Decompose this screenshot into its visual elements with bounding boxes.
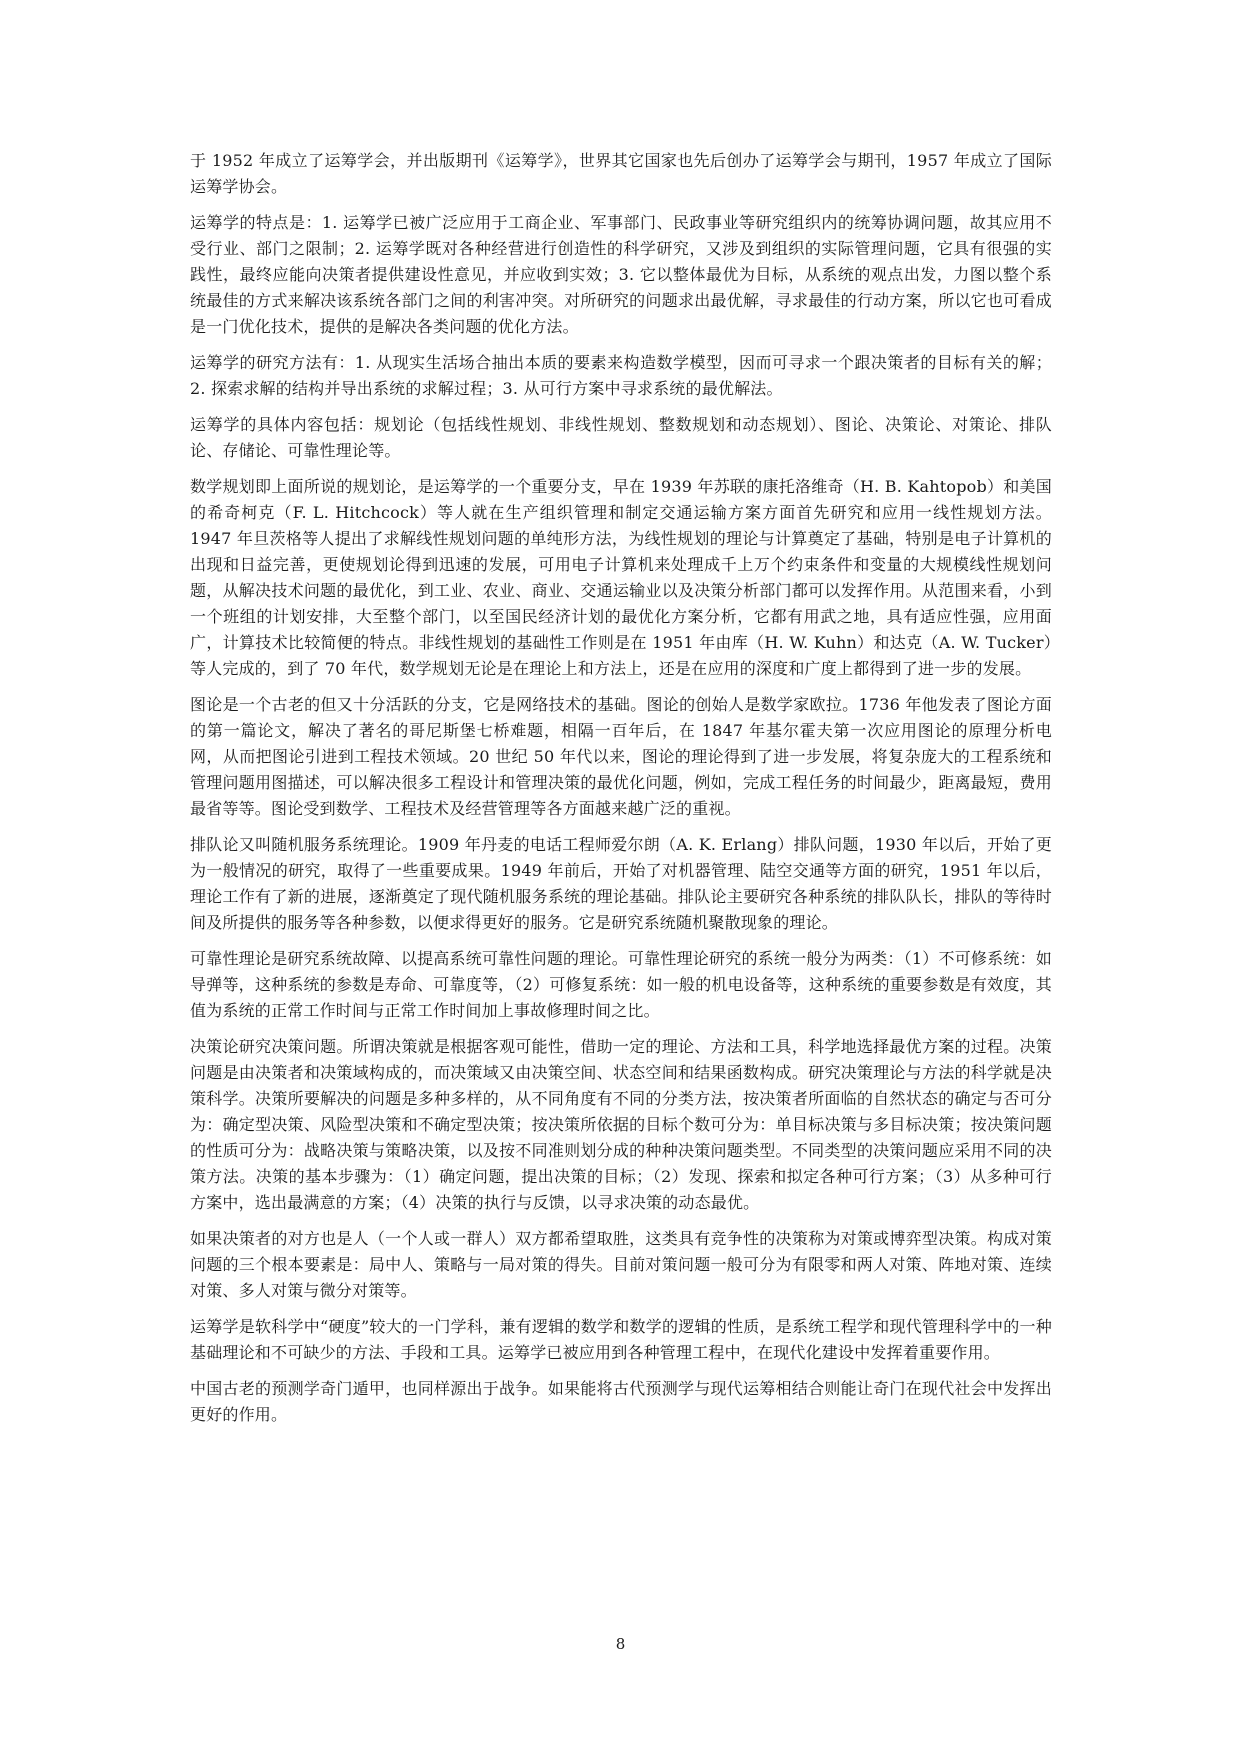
page-number: 8 [615, 1635, 626, 1653]
document-body [190, 148, 1052, 1438]
paragraph-mathematical-programming: 数学规划即上面所说的规划论，是运筹学的一个重要分支，早在 1939 年苏联的康托洛维奇（H. B. Kahtopob）和美国的希奇柯克（F. L. Hitchcock）等人就在生产组织管理和制定交通运输方案方面首先研究和应用一线性规划方法。1947 年旦茨格等人提出了求解线性规划问题的单纯形方法，为线性规划的理论与计算奠定了基础，特别是电子计算机的出现和日益完善，更使规划论得到迅速的发展，可用电子计算机来处理成千上万个约束条件和变量的大规模线性规划问题，从解决技术问题的最优化，到工业、农业、商业、交通运输业以及决策分析部门都可以发挥作用。从范围来看，小到一个班组的计划安排，大至整个部门，以至国民经济计划的最优化方案分析，它都有用武之地，具有适应性强，应用面广，计算技术比较简便的特点。非线性规划的基础性工作则是在 1951 年由库（H. W. Kuhn）和达克（A. W. Tucker）等人完成的，到了 70 年代，数学规划无论是在理论上和方法上，还是在应用的深度和广度上都得到了进一步的发展。 [190, 477, 1052, 678]
paragraph-content-scope: 运筹学的具体内容包括：规划论（包括线性规划、非线性规划、整数规划和动态规划）、图论、决策论、对策论、排队论、存储论、可靠性理论等。 [190, 415, 1052, 460]
paragraph-ors-founding: 于 1952 年成立了运筹学会，并出版期刊《运筹学》，世界其它国家也先后创办了运筹学会与期刊，1957 年成立了国际运筹学协会。 [190, 151, 1052, 196]
paragraph-queueing-theory: 排队论又叫随机服务系统理论。1909 年丹麦的电话工程师爱尔朗（A. K. Erlang）排队问题，1930 年以后，开始了更为一般情况的研究，取得了一些重要成果。1949 年前后，开始了对机器管理、陆空交通等方面的研究，1951 年以后，理论工作有了新的进展，逐渐奠定了现代随机服务系统的理论基础。排队论主要研究各种系统的排队队长，排队的等待时间及所提供的服务等各种参数，以便求得更好的服务。它是研究系统随机聚散现象的理论。 [190, 835, 1052, 932]
paragraph-decision-theory: 决策论研究决策问题。所谓决策就是根据客观可能性，借助一定的理论、方法和工具，科学地选择最优方案的过程。决策问题是由决策者和决策域构成的，而决策域又由决策空间、状态空间和结果函数构成。研究决策理论与方法的科学就是决策科学。决策所要解决的问题是多种多样的，从不同角度有不同的分类方法，按决策者所面临的自然状态的确定与否可分为：确定型决策、风险型决策和不确定型决策；按决策所依据的目标个数可分为：单目标决策与多目标决策；按决策问题的性质可分为：战略决策与策略决策，以及按不同准则划分成的种种决策问题类型。不同类型的决策问题应采用不同的决策方法。决策的基本步骤为：（1）确定问题，提出决策的目标；（2）发现、探索和拟定各种可行方案；（3）从多种可行方案中，选出最满意的方案；（4）决策的执行与反馈，以寻求决策的动态最优。 [190, 1037, 1052, 1212]
paragraph-or-summary: 运筹学是软科学中“硬度”较大的一门学科，兼有逻辑的数学和数学的逻辑的性质，是系统工程学和现代管理科学中的一种基础理论和不可缺少的方法、手段和工具。运筹学已被应用到各种管理工程中，在现代化建设中发挥着重要作用。 [190, 1317, 1052, 1362]
paragraph-research-methods: 运筹学的研究方法有：1. 从现实生活场合抽出本质的要素来构造数学模型，因而可寻求一个跟决策者的目标有关的解；2. 探索求解的结构并导出系统的求解过程；3. 从可行方案中寻求系统的最优解法。 [190, 353, 1052, 398]
paragraph-graph-theory: 图论是一个古老的但又十分活跃的分支，它是网络技术的基础。图论的创始人是数学家欧拉。1736 年他发表了图论方面的第一篇论文，解决了著名的哥尼斯堡七桥难题，相隔一百年后，在 1847 年基尔霍夫第一次应用图论的原理分析电网，从而把图论引进到工程技术领域。20 世纪 50 年代以来，图论的理论得到了进一步发展，将复杂庞大的工程系统和管理问题用图描述，可以解决很多工程设计和管理决策的最优化问题，例如，完成工程任务的时间最少，距离最短，费用最省等等。图论受到数学、工程技术及经营管理等各方面越来越广泛的重视。 [190, 695, 1052, 818]
paragraph-qimen-dunjia: 中国古老的预测学奇门遁甲，也同样源出于战争。如果能将古代预测学与现代运筹相结合则能让奇门在现代社会中发挥出更好的作用。 [190, 1379, 1052, 1424]
paragraph-reliability-theory: 可靠性理论是研究系统故障、以提高系统可靠性问题的理论。可靠性理论研究的系统一般分为两类：（1）不可修系统：如导弹等，这种系统的参数是寿命、可靠度等，（2）可修复系统：如一般的机电设备等，这种系统的重要参数是有效度，其值为系统的正常工作时间与正常工作时间加上事故修理时间之比。 [190, 949, 1052, 1020]
paragraph-game-theory: 如果决策者的对方也是人（一个人或一群人）双方都希望取胜，这类具有竞争性的决策称为对策或博弈型决策。构成对策问题的三个根本要素是：局中人、策略与一局对策的得失。目前对策问题一般可分为有限零和两人对策、阵地对策、连续对策、多人对策与微分对策等。 [190, 1229, 1052, 1300]
paragraph-or-characteristics: 运筹学的特点是：1. 运筹学已被广泛应用于工商企业、军事部门、民政事业等研究组织内的统筹协调问题，故其应用不受行业、部门之限制；2. 运筹学既对各种经营进行创造性的科学研究，又涉及到组织的实际管理问题，它具有很强的实践性，最终应能向决策者提供建设性意见，并应收到实效；3. 它以整体最优为目标，从系统的观点出发，力图以整个系统最佳的方式来解决该系统各部门之间的利害冲突。对所研究的问题求出最优解，寻求最佳的行动方案，所以它也可看成是一门优化技术，提供的是解决各类问题的优化方法。 [190, 213, 1052, 336]
